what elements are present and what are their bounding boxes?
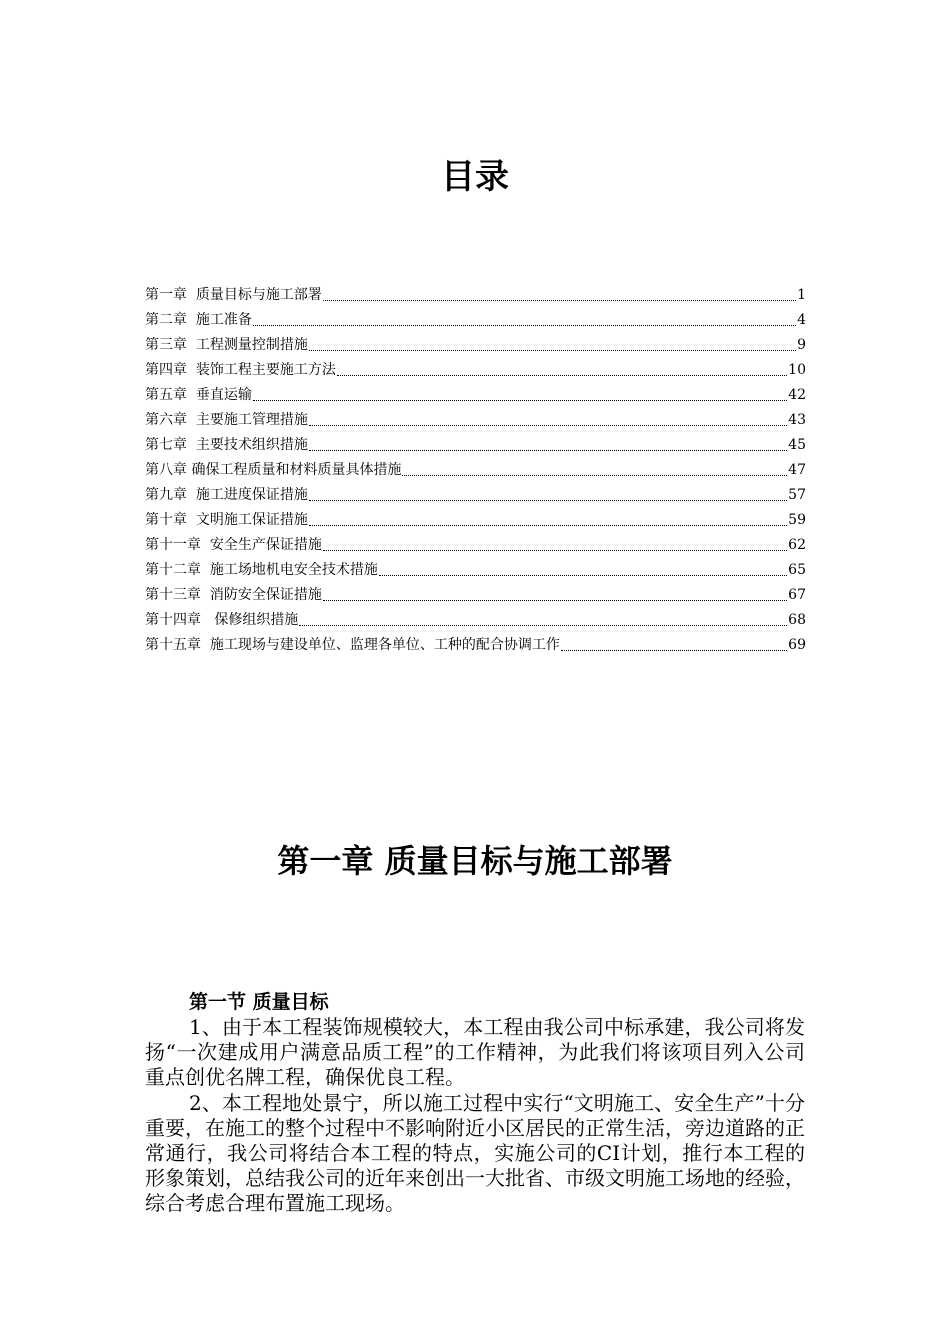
toc-entry-page: 57 (788, 487, 806, 503)
toc-leader-dots (253, 390, 787, 401)
toc-entry-label: 第七章 主要技术组织措施 (145, 437, 308, 453)
body-paragraph: 1、由于本工程装饰规模较大，本工程由我公司中标承建，我公司将发扬“一次建成用户满意品质工程”的工作精神，为此我们将该项目列入公司重点创优名牌工程，确保优良工程。 (145, 1015, 805, 1090)
toc-entry-label: 第三章 工程测量控制措施 (145, 337, 308, 353)
toc-entry-label: 第十章 文明施工保证措施 (145, 512, 308, 528)
toc-entry-page: 67 (788, 587, 806, 603)
toc-leader-dots (337, 365, 787, 376)
toc-entry-label: 第四章 装饰工程主要施工方法 (145, 362, 336, 378)
toc-leader-dots (309, 415, 787, 426)
chapter-title: 第一章 质量目标与施工部署 (277, 842, 673, 880)
toc-entry-page: 42 (788, 387, 806, 403)
toc-leader-dots (402, 465, 787, 476)
toc-entry-label: 第十一章 安全生产保证措施 (145, 537, 322, 553)
toc-entry[interactable] (145, 479, 806, 504)
toc-entry[interactable] (145, 529, 806, 554)
toc-entry-label: 第十五章 施工现场与建设单位、监理各单位、工种的配合协调工作 (145, 637, 560, 653)
toc-entry-label: 第二章 施工准备 (145, 312, 252, 328)
toc-entry-page: 4 (797, 312, 806, 328)
toc-entry[interactable] (145, 604, 806, 629)
chapter-body (145, 990, 805, 1217)
toc-title: 目录 (441, 157, 509, 197)
body-paragraph: 2、本工程地处景宁，所以施工过程中实行“文明施工、安全生产”十分重要，在施工的整个过程中不影响附近小区居民的正常生活，旁边道路的正常通行，我公司将结合本工程的特点，实施公司的CI计划，推行本工程的形象策划，总结我公司的近年来创出一大批省、市级文明施工场地的经验，综合考虑合理布置施工现场。 (145, 1090, 805, 1216)
toc-entry-page: 65 (788, 562, 806, 578)
toc-entry[interactable] (145, 504, 806, 529)
toc-entry[interactable] (145, 629, 806, 654)
toc-leader-dots (561, 640, 787, 651)
toc-leader-dots (299, 615, 787, 626)
table-of-contents (145, 279, 806, 654)
toc-entry-page: 45 (788, 437, 806, 453)
toc-entry[interactable] (145, 454, 806, 479)
toc-entry-label: 第六章 主要施工管理措施 (145, 412, 308, 428)
toc-entry[interactable] (145, 354, 806, 379)
toc-entry-label: 第十二章 施工场地机电安全技术措施 (145, 562, 378, 578)
toc-entry-page: 9 (797, 337, 806, 353)
section-heading: 第一节 质量目标 (189, 991, 329, 1013)
toc-entry-page: 68 (788, 612, 806, 628)
toc-entry-label: 第五章 垂直运输 (145, 387, 252, 403)
toc-entry-label: 第一章 质量目标与施工部署 (145, 287, 322, 303)
toc-entry-page: 1 (797, 287, 806, 303)
toc-entry[interactable] (145, 554, 806, 579)
toc-leader-dots (309, 440, 787, 451)
toc-entry[interactable] (145, 379, 806, 404)
toc-leader-dots (309, 340, 796, 351)
toc-entry-label: 第十四章 保修组织措施 (145, 612, 299, 628)
toc-entry-page: 69 (788, 637, 806, 653)
toc-entry-label: 第八章 确保工程质量和材料质量具体措施 (145, 462, 402, 478)
toc-leader-dots (323, 290, 796, 301)
toc-entry-page: 10 (788, 362, 806, 378)
toc-entry-label: 第十三章 消防安全保证措施 (145, 587, 322, 603)
toc-leader-dots (309, 490, 787, 501)
toc-entry[interactable] (145, 404, 806, 429)
toc-entry-label: 第九章 施工进度保证措施 (145, 487, 308, 503)
toc-entry-page: 59 (788, 512, 806, 528)
toc-leader-dots (323, 590, 787, 601)
toc-entry-page: 47 (788, 462, 806, 478)
toc-entry[interactable] (145, 304, 806, 329)
toc-entry-page: 43 (788, 412, 806, 428)
toc-entry[interactable] (145, 279, 806, 304)
toc-entry-page: 62 (788, 537, 806, 553)
toc-leader-dots (323, 540, 787, 551)
toc-leader-dots (309, 515, 787, 526)
toc-entry[interactable] (145, 329, 806, 354)
toc-leader-dots (253, 315, 796, 326)
toc-leader-dots (379, 565, 787, 576)
toc-entry[interactable] (145, 429, 806, 454)
toc-entry[interactable] (145, 579, 806, 604)
